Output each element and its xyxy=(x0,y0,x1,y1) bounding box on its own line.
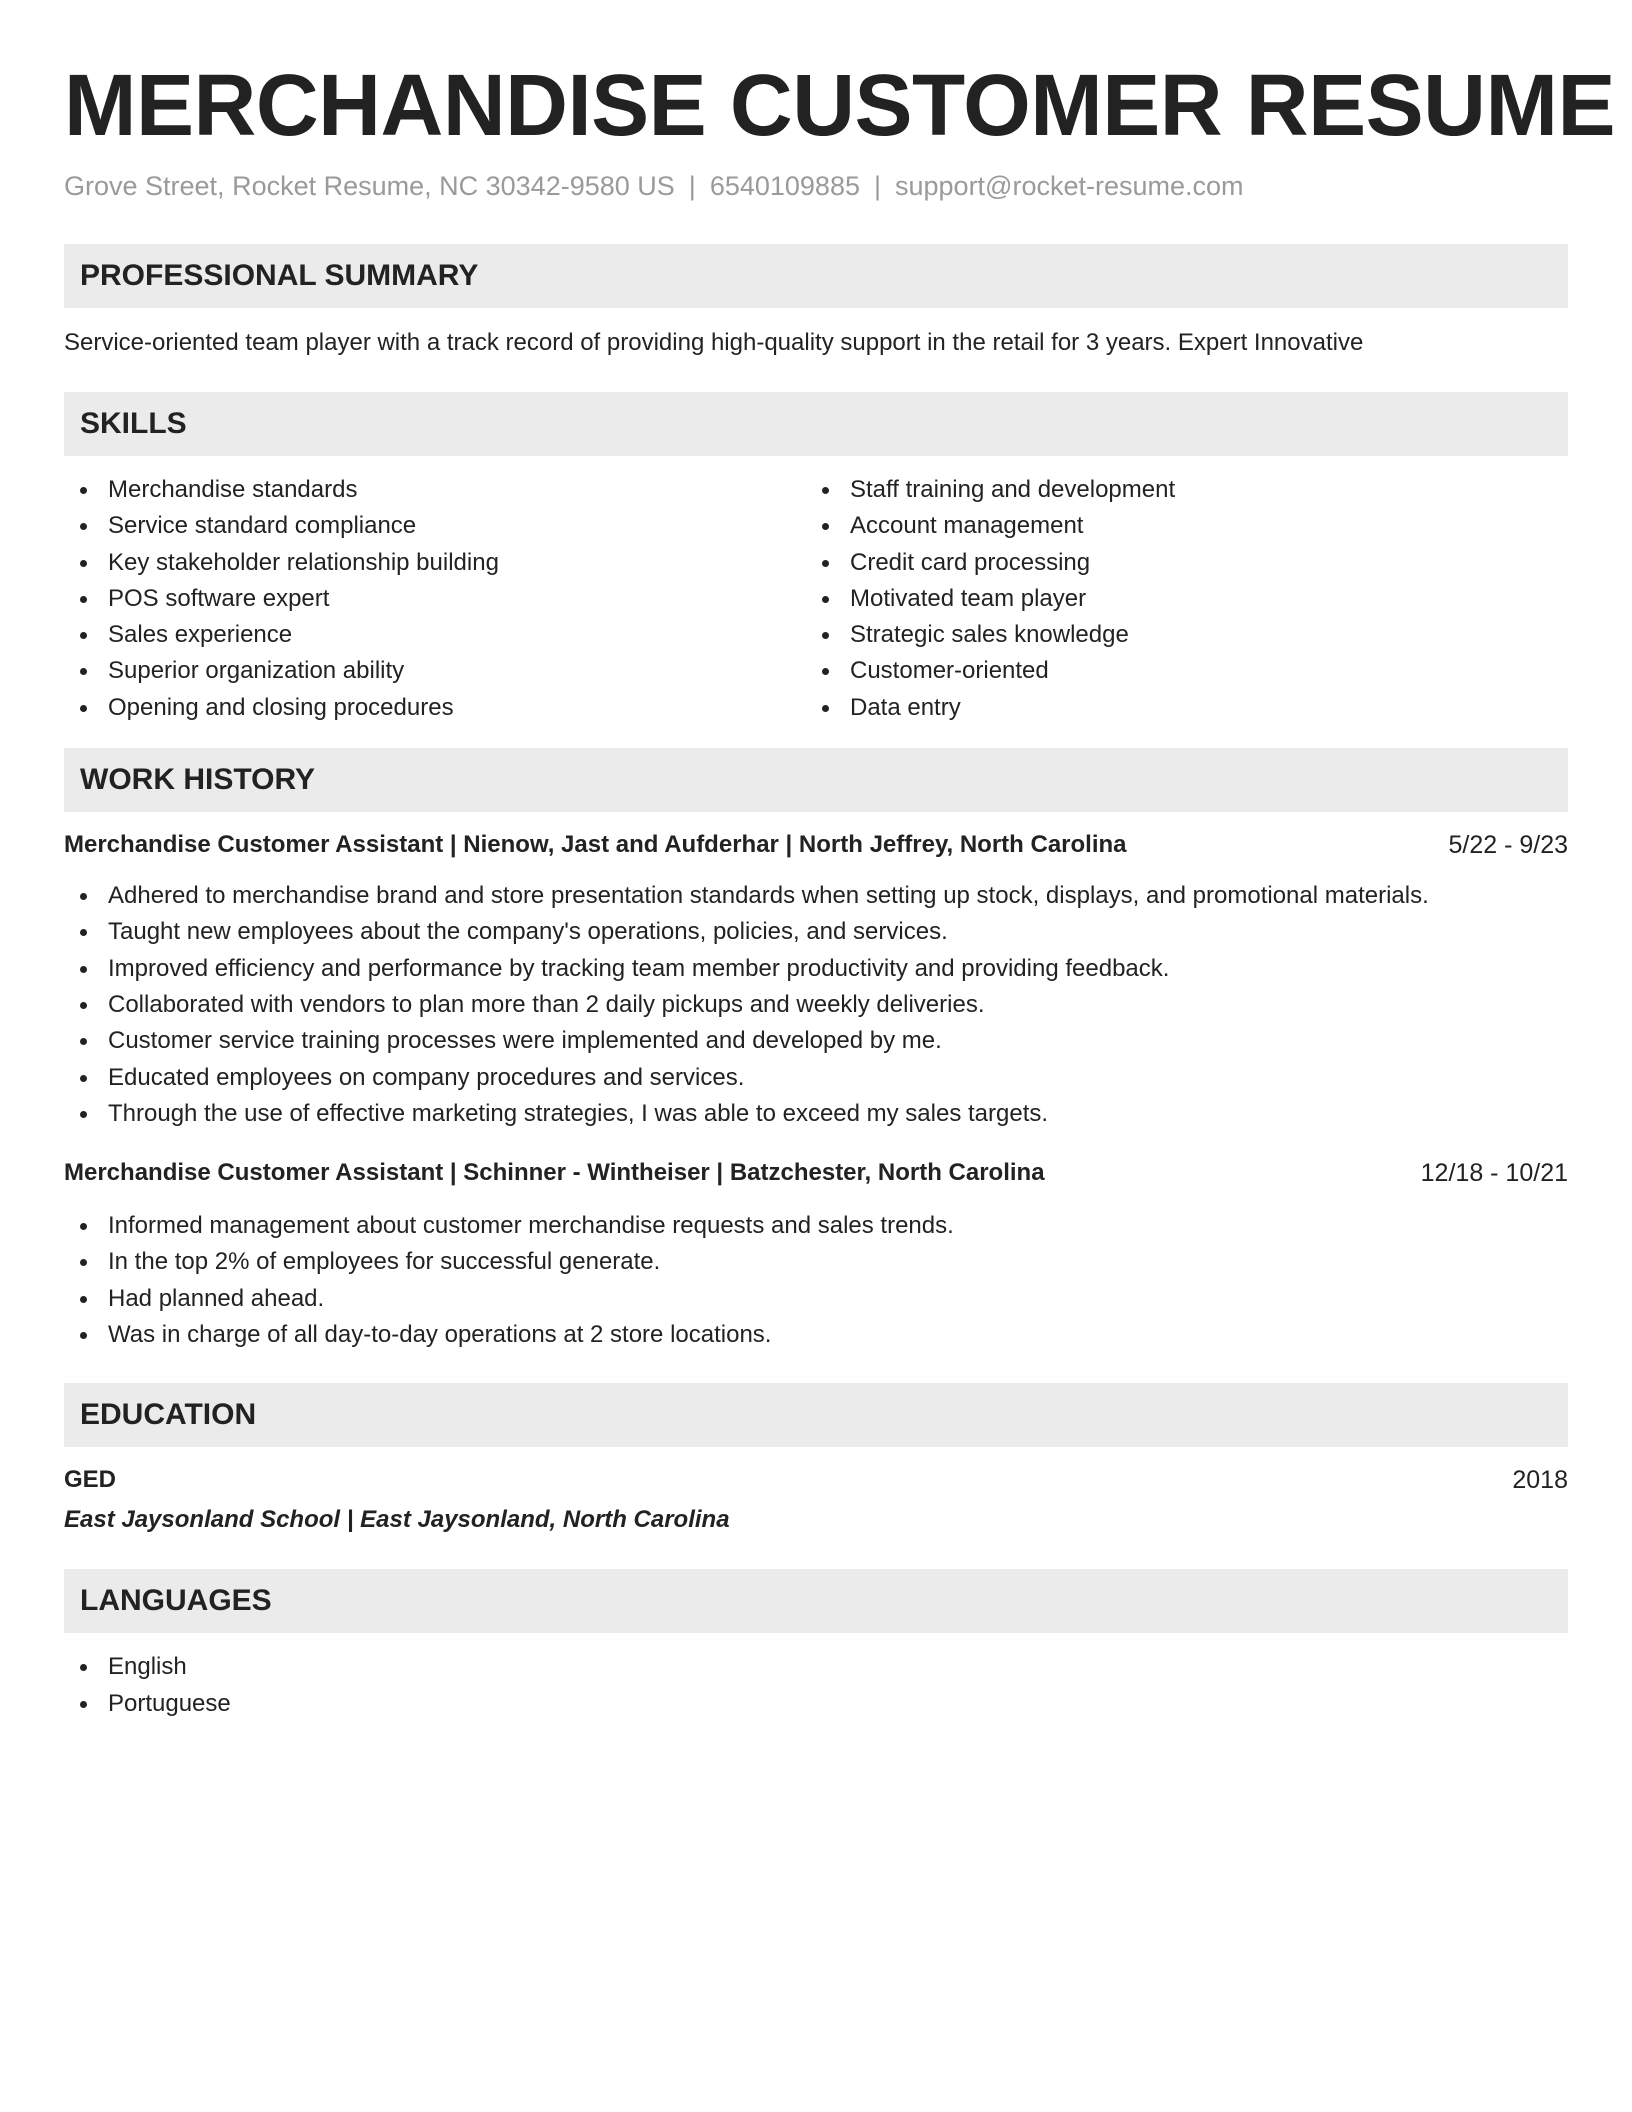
list-item: Educated employees on company procedures and services. xyxy=(64,1060,1568,1096)
contact-phone: 6540109885 xyxy=(709,171,860,201)
summary-text: Service-oriented team player with a track record of providing high-quality support in the retail for 3 years. Expert Innovative xyxy=(64,329,1364,356)
skills-list xyxy=(64,472,1568,726)
list-item: Key stakeholder relationship building xyxy=(64,545,806,581)
list-item: Credit card processing xyxy=(806,545,1548,581)
list-item: Sales experience xyxy=(64,617,806,653)
list-item: Improved efficiency and performance by tracking team member productivity and providing feedback. xyxy=(64,951,1568,987)
job-dates: 5/22 - 9/23 xyxy=(1448,831,1568,860)
education-entry xyxy=(64,1463,1568,1537)
contact-separator: | xyxy=(873,171,881,201)
education-school: East Jaysonland School | East Jaysonland, North Carolina xyxy=(64,1506,730,1534)
education-header xyxy=(64,1463,1568,1497)
skills-column-left xyxy=(64,472,806,726)
job-entry xyxy=(64,1156,1568,1353)
list-item: Service standard compliance xyxy=(64,508,806,544)
contact-line xyxy=(64,168,1568,204)
list-item: Customer-oriented xyxy=(806,653,1548,689)
list-item: Informed management about customer merchandise requests and sales trends. xyxy=(64,1208,1568,1244)
list-item: In the top 2% of employees for successful generate. xyxy=(64,1244,1568,1280)
skills-left-list xyxy=(64,472,806,726)
summary-heading: PROFESSIONAL SUMMARY xyxy=(64,244,1568,308)
job-bullets xyxy=(64,1208,1568,1353)
list-item: Opening and closing procedures xyxy=(64,690,806,726)
list-item: Customer service training processes were implemented and developed by me. xyxy=(64,1023,1568,1059)
work-heading: WORK HISTORY xyxy=(64,748,1568,812)
job-title: Merchandise Customer Assistant | Nienow, Jast and Aufderhar | North Jeffrey, North Carolina xyxy=(64,831,1127,859)
list-item: Superior organization ability xyxy=(64,653,806,689)
job-dates: 12/18 - 10/21 xyxy=(1420,1159,1568,1188)
contact-email: support@rocket-resume.com xyxy=(895,171,1244,201)
job-title: Merchandise Customer Assistant | Schinner - Wintheiser | Batzchester, North Carolina xyxy=(64,1159,1045,1187)
education-degree: GED xyxy=(64,1466,117,1494)
skills-right-list xyxy=(806,472,1548,726)
list-item: Taught new employees about the company's operations, policies, and services. xyxy=(64,914,1568,950)
list-item: Adhered to merchandise brand and store presentation standards when setting up stock, displays, and promotional materials. xyxy=(64,878,1568,914)
skills-heading: SKILLS xyxy=(64,392,1568,456)
job-header xyxy=(64,828,1568,862)
list-item: Account management xyxy=(806,508,1548,544)
list-item: Was in charge of all day-to-day operations at 2 store locations. xyxy=(64,1317,1568,1353)
list-item: Staff training and development xyxy=(806,472,1548,508)
education-heading: EDUCATION xyxy=(64,1383,1568,1447)
skills-column-right xyxy=(806,472,1548,726)
list-item: Had planned ahead. xyxy=(64,1281,1568,1317)
list-item: Data entry xyxy=(806,690,1548,726)
languages-heading: LANGUAGES xyxy=(64,1569,1568,1633)
job-entry xyxy=(64,828,1568,1132)
list-item: Strategic sales knowledge xyxy=(806,617,1548,653)
list-item: Merchandise standards xyxy=(64,472,806,508)
list-item: English xyxy=(64,1649,1568,1685)
contact-address: Grove Street, Rocket Resume, NC 30342-9580 US xyxy=(64,171,675,201)
languages-list xyxy=(64,1649,1568,1722)
list-item: Portuguese xyxy=(64,1686,1568,1722)
job-header xyxy=(64,1156,1568,1190)
list-item: Motivated team player xyxy=(806,581,1548,617)
education-year: 2018 xyxy=(1512,1466,1568,1495)
list-item: Collaborated with vendors to plan more than 2 daily pickups and weekly deliveries. xyxy=(64,987,1568,1023)
list-item: POS software expert xyxy=(64,581,806,617)
resume-title: MERCHANDISE CUSTOMER RESUME xyxy=(64,57,1616,154)
contact-separator: | xyxy=(688,171,696,201)
job-bullets xyxy=(64,878,1568,1132)
list-item: Through the use of effective marketing strategies, I was able to exceed my sales targets. xyxy=(64,1096,1568,1132)
